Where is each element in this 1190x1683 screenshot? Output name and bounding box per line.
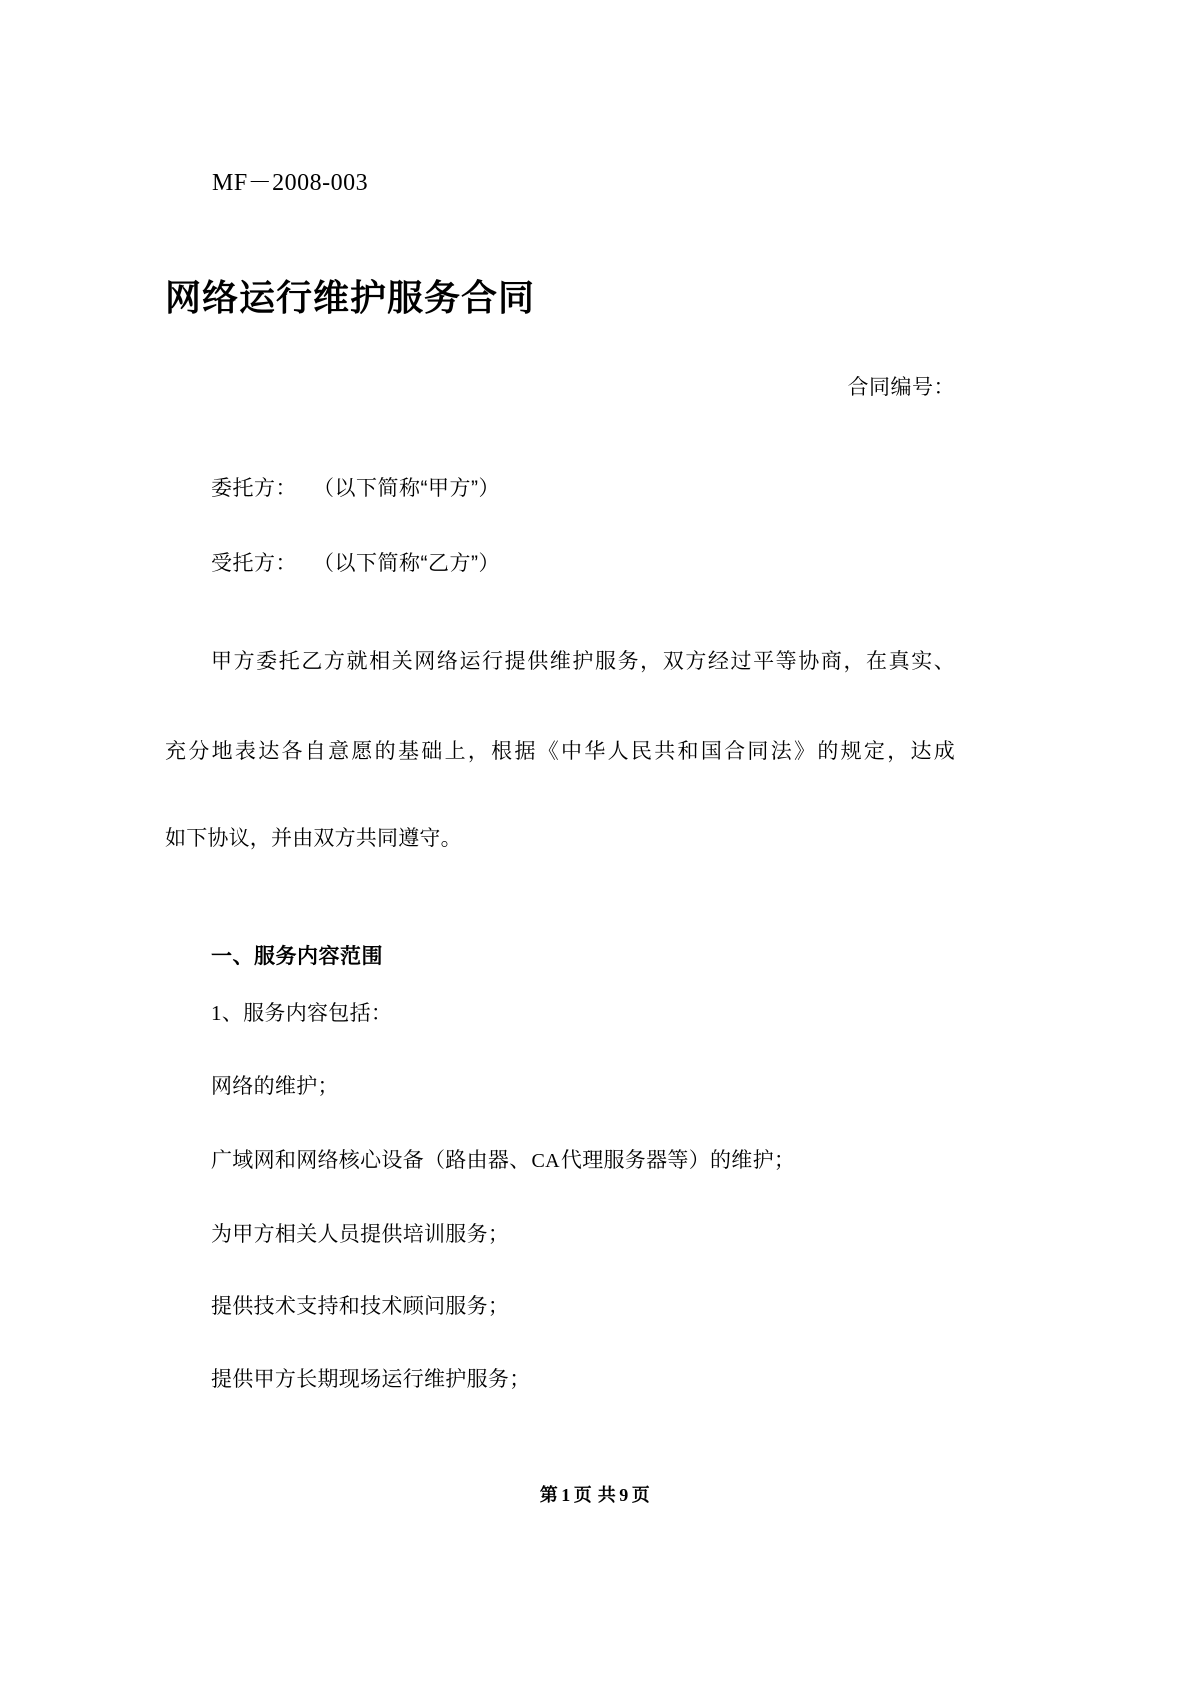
party-alias-label: （以下简称“乙方”） — [313, 552, 500, 575]
clause-technical-support: 提供技术支持和技术顾问服务； — [211, 1295, 510, 1318]
section-heading-service-scope: 一、服务内容范围 — [211, 945, 383, 969]
clause-onsite-maintenance: 提供甲方长期现场运行维护服务； — [211, 1368, 531, 1391]
preamble-line-2: 充分地表达各自意愿的基础上，根据《中华人民共和国合同法》的规定，达成 — [165, 740, 955, 763]
clause-wan-core-equipment — [211, 1144, 795, 1174]
clause-number: 1 — [211, 1001, 222, 1025]
clause-item-1 — [211, 997, 392, 1027]
page-title: 网络运行维护服务合同 — [165, 277, 536, 319]
clause-text-before: 广域网和网络核心设备（路由器、 — [211, 1149, 531, 1172]
party-role-label: 受托方： — [211, 552, 297, 575]
page-footer — [0, 1481, 1190, 1507]
party-line-entrusted — [211, 547, 500, 577]
preamble-line-3: 如下协议，并由双方共同遵守。 — [165, 827, 462, 850]
contract-number-label: 合同编号： — [847, 376, 955, 399]
clause-text-after: 代理服务器等）的维护； — [560, 1149, 796, 1172]
clause-network-maintenance: 网络的维护； — [211, 1075, 339, 1098]
clause-text-latin: CA — [531, 1150, 560, 1172]
clause-training-service: 为甲方相关人员提供培训服务； — [211, 1223, 510, 1246]
document-code: MF－2008-003 — [212, 170, 369, 196]
party-alias-label: （以下简称“甲方”） — [313, 477, 500, 500]
party-line-entrusting — [211, 472, 500, 502]
clause-title: 、服务内容包括： — [221, 1002, 393, 1025]
party-role-label: 委托方： — [211, 477, 297, 500]
footer-current-page: 1 — [561, 1485, 571, 1505]
footer-middle: 页 共 — [573, 1485, 617, 1505]
footer-total-pages: 9 — [619, 1485, 629, 1505]
footer-suffix: 页 — [631, 1485, 651, 1505]
footer-prefix: 第 — [539, 1485, 559, 1505]
preamble-line-1: 甲方委托乙方就相关网络运行提供维护服务，双方经过平等协商，在真实、 — [211, 650, 955, 673]
